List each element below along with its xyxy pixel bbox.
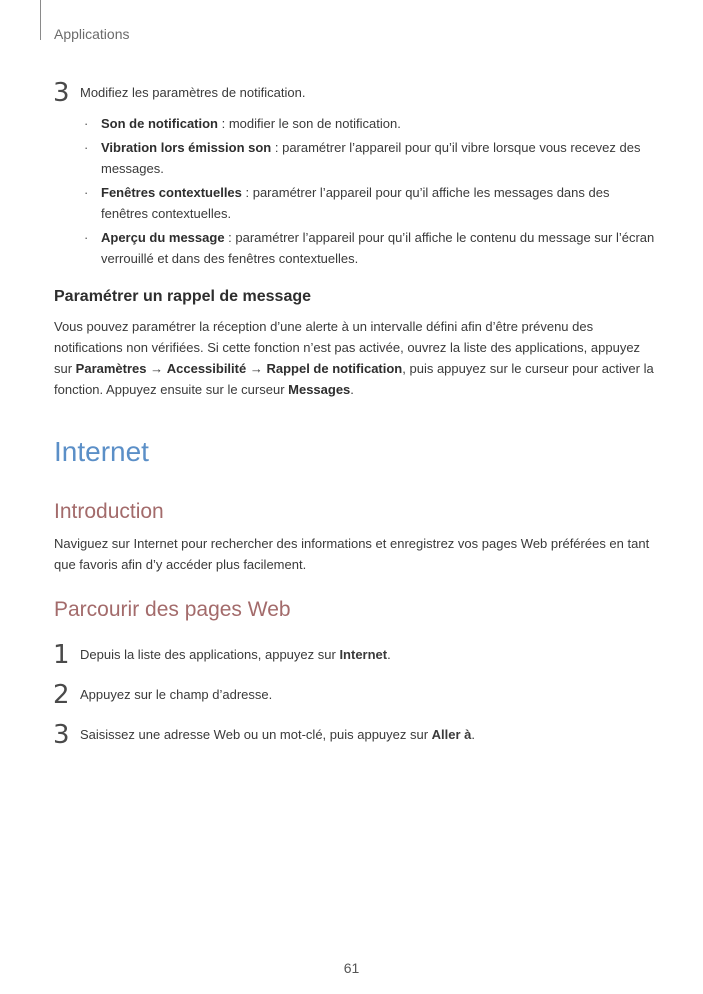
- introduction-paragraph: Naviguez sur Internet pour rechercher des informations et enregistrez vos pages Web préférées en tant que favoris afin d’y accéder plus facilement.: [54, 536, 650, 572]
- browse-heading: Parcourir des pages Web: [54, 598, 291, 621]
- bullet-icon: ·: [84, 185, 89, 200]
- step-text: Modifiez les paramètres de notification.: [80, 85, 306, 100]
- list-item: [80, 182, 660, 224]
- menu-path-notification-reminder: Rappel de notification: [266, 361, 403, 376]
- bullet-icon: ·: [84, 230, 89, 245]
- arrow-separator: →: [246, 361, 267, 376]
- internet-title: Internet: [54, 436, 149, 467]
- header-rule: [40, 0, 41, 40]
- paragraph-text: Vous pouvez paramétrer la réception d’une alerte à un intervalle défini afin d’être prévenu des notifications non vérifiées. Si cette fonction n’est pas activée, ouvrez la liste des applications, appuyez sur: [54, 319, 641, 376]
- messages-switch-label: Messages: [288, 382, 351, 397]
- step-text-part: .: [471, 727, 476, 742]
- step-number: 3: [53, 78, 70, 108]
- step-text-part: .: [387, 647, 391, 662]
- step-text-part: Appuyez sur le champ d’adresse.: [80, 687, 273, 702]
- option-term: Fenêtres contextuelles: [101, 185, 242, 200]
- option-term: Vibration lors émission son: [101, 140, 272, 155]
- paragraph-text: .: [350, 382, 354, 397]
- option-description: : modifier le son de notification.: [218, 116, 401, 131]
- paragraph-text: , puis appuyez sur le curseur pour activer la fonction. Appuyez ensuite sur le curseur: [54, 361, 654, 397]
- option-term: Son de notification: [101, 116, 218, 131]
- list-item: [80, 113, 660, 134]
- option-description: : paramétrer l’appareil pour qu’il affiche les messages dans des fenêtres contextuelles.: [101, 185, 610, 221]
- reminder-heading: Paramétrer un rappel de message: [54, 288, 312, 305]
- menu-path-accessibility: Accessibilité: [166, 361, 247, 376]
- header-title: Applications: [54, 26, 130, 42]
- step-text: [80, 646, 391, 664]
- internet-app-label: Internet: [339, 647, 388, 662]
- page-number: 61: [343, 960, 360, 976]
- option-description: : paramétrer l’appareil pour qu’il vibre lorsque vous recevez des messages.: [101, 140, 641, 176]
- step-text: [80, 686, 272, 704]
- bullet-icon: ·: [84, 140, 89, 155]
- menu-path-settings: Paramètres: [75, 361, 147, 376]
- notification-options-list: [80, 113, 660, 272]
- step-text: [80, 726, 475, 744]
- list-item: [80, 137, 660, 179]
- arrow-separator: →: [146, 361, 167, 376]
- option-description: : paramétrer l’appareil pour qu’il affiche le contenu du message sur l’écran verrouillé et dans des fenêtres contextuelles.: [101, 230, 655, 266]
- step-number: 1: [53, 640, 70, 670]
- list-item: [80, 227, 660, 269]
- bullet-icon: ·: [84, 116, 89, 131]
- step-number: 3: [53, 720, 70, 750]
- go-button-label: Aller à: [431, 727, 472, 742]
- option-term: Aperçu du message: [101, 230, 225, 245]
- reminder-paragraph: [54, 316, 654, 400]
- step-text-part: Saisissez une adresse Web ou un mot-clé, puis appuyez sur: [80, 727, 432, 742]
- step-text-part: Depuis la liste des applications, appuyez sur: [80, 647, 340, 662]
- step-number: 2: [53, 680, 70, 710]
- introduction-heading: Introduction: [54, 500, 164, 523]
